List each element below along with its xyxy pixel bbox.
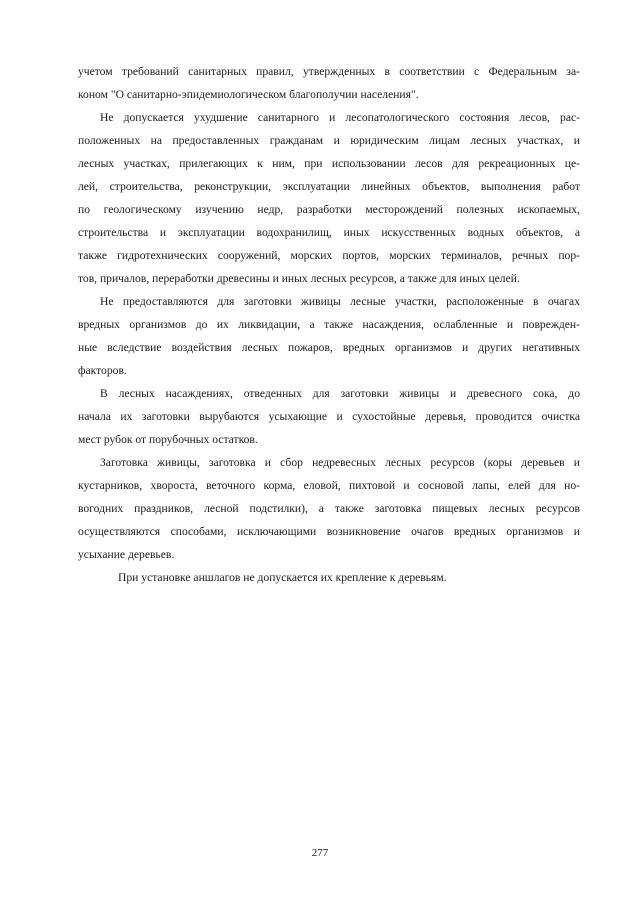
paragraph-2 <box>78 106 580 290</box>
text-line: В лесных насаждениях, отведенных для заготовки живицы и древесного сока, до <box>100 387 580 400</box>
text-line: лесных участках, прилегающих к ним, при использовании лесов для рекреационных це- <box>78 157 580 170</box>
paragraph-6 <box>78 566 580 589</box>
text-line: учетом требований санитарных правил, утвержденных в соответствии с Федеральным за- <box>78 65 580 78</box>
text-line: кустарников, хвороста, веточного корма, еловой, пихтовой и сосновой лапы, елей для но- <box>78 479 580 492</box>
paragraph-3 <box>78 290 580 382</box>
text-line: осуществляются способами, исключающими возникновение очагов вредных организмов и <box>78 525 580 538</box>
text-line: также гидротехнических сооружений, морских портов, морских терминалов, речных пор- <box>78 249 580 262</box>
paragraph-5 <box>78 451 580 566</box>
text-line: положенных на предоставленных гражданам и юридическим лицам лесных участках, и <box>78 134 580 147</box>
text-line: по геологическому изучению недр, разработки месторождений полезных ископаемых, <box>78 203 580 216</box>
text-line: вредных организмов до их ликвидации, а также насаждения, ослабленные и поврежден- <box>78 318 580 331</box>
paragraph-4 <box>78 382 580 451</box>
text-line: ные вследствие воздействия лесных пожаров, вредных организмов и других негативных <box>78 341 580 354</box>
text-line: усыхание деревьев. <box>78 548 175 561</box>
document-body <box>78 60 580 589</box>
text-line: факторов. <box>78 364 127 377</box>
text-line: начала их заготовки вырубаются усыхающие и сухостойные деревья, проводится очистка <box>78 410 580 423</box>
text-line: Заготовка живицы, заготовка и сбор недревесных лесных ресурсов (коры деревьев и <box>100 456 580 469</box>
paragraph-1 <box>78 60 580 106</box>
text-line: тов, причалов, переработки древесины и иных лесных ресурсов, а также для иных целей. <box>78 272 520 285</box>
text-line: строительства и эксплуатации водохранилищ, иных искусственных водных объектов, а <box>78 226 580 239</box>
text-line: коном "О санитарно-эпидемиологическом благополучии населения". <box>78 88 419 101</box>
text-line: лей, строительства, реконструкции, эксплуатации линейных объектов, выполнения работ <box>78 180 580 193</box>
text-line: вогодних праздников, лесной подстилки), а также заготовка пищевых лесных ресурсов <box>78 502 580 515</box>
text-line: Не допускается ухудшение санитарного и лесопатологического состояния лесов, рас- <box>100 111 580 124</box>
text-line: мест рубок от порубочных остатков. <box>78 433 258 446</box>
closing-line: При установке аншлагов не допускается их крепление к деревьям. <box>118 571 447 584</box>
text-line: Не предоставляются для заготовки живицы лесные участки, расположенные в очагах <box>100 295 580 308</box>
page-number: 277 <box>311 847 329 859</box>
